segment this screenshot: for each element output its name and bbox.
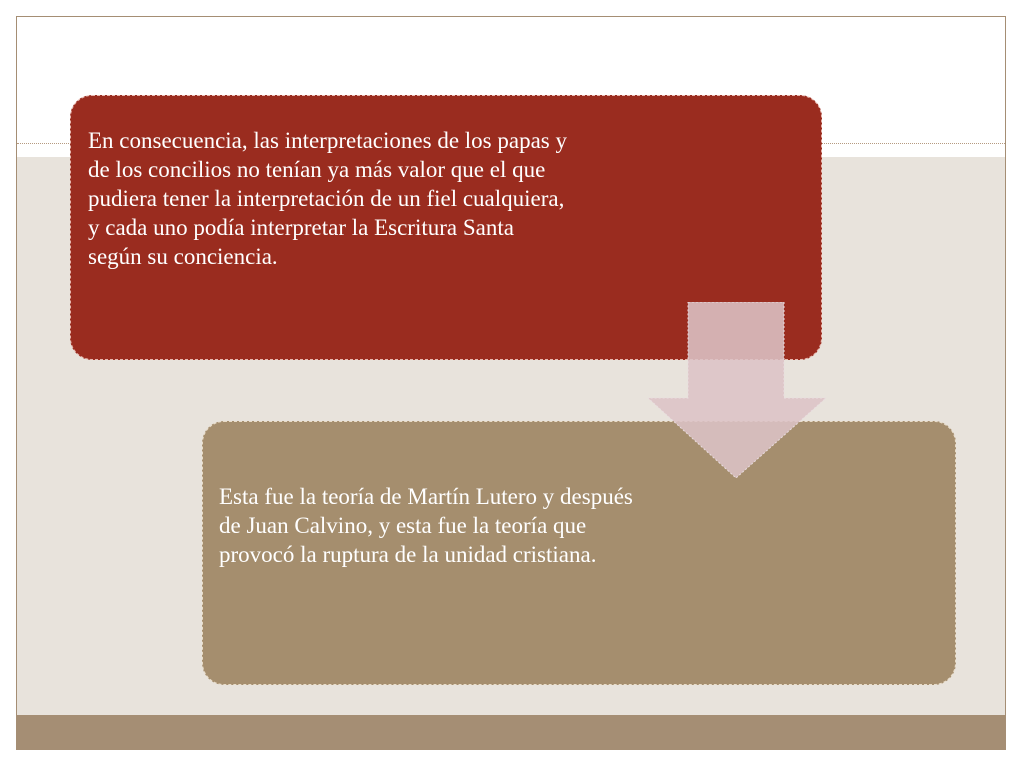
footer-band <box>17 715 1005 750</box>
process-step-1-text: En consecuencia, las interpretaciones de los papas y de los concilios no tenían ya más valor que el que pudiera tener la interpretación de un fiel cualquiera, y cada uno podía interpretar la Escritura Santa según su conciencia. <box>88 128 567 269</box>
down-arrow-icon <box>648 302 826 480</box>
process-step-2-text: Esta fue la teoría de Martín Lutero y después de Juan Calvino, y esta fue la teoría que provocó la ruptura de la unidad cristiana. <box>219 484 633 567</box>
process-step-2 <box>202 421 956 685</box>
